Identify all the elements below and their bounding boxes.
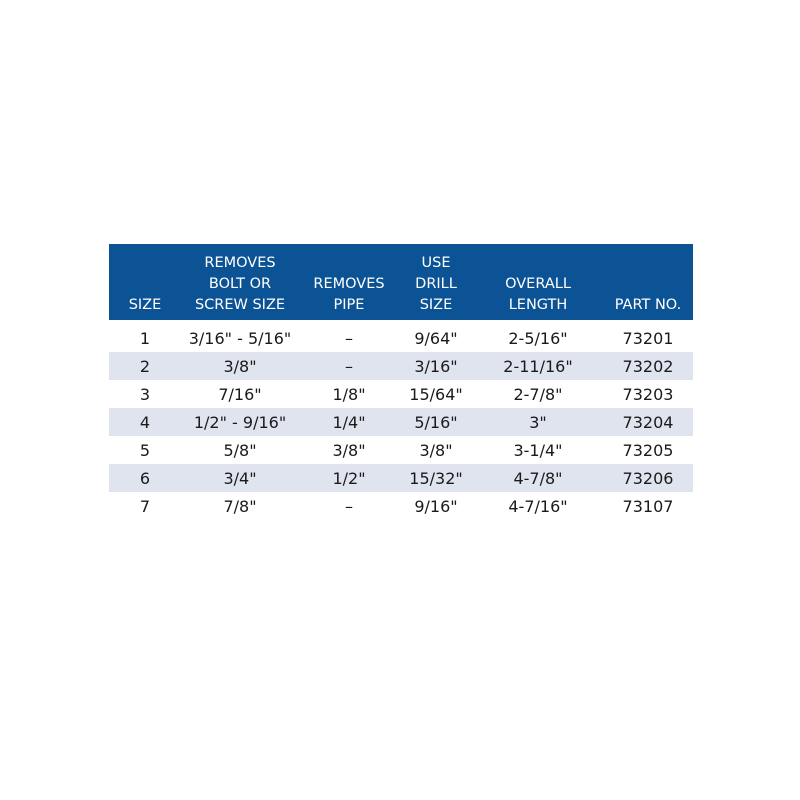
header-overall-length: OVERALL LENGTH bbox=[473, 244, 603, 320]
cell-size: 2 bbox=[109, 352, 181, 380]
cell-size: 1 bbox=[139, 328, 151, 348]
cell-overall-length: 2-5/16" bbox=[508, 328, 568, 348]
table-row bbox=[109, 380, 693, 408]
cell-bolt-size: 3/4" bbox=[181, 464, 299, 492]
cell-drill-size: 9/64" bbox=[414, 328, 458, 348]
header-removes-bolt-or-screw-size: REMOVES BOLT OR SCREW SIZE bbox=[181, 244, 299, 320]
table-row bbox=[109, 320, 693, 352]
cell-size: 3 bbox=[139, 384, 151, 404]
cell-overall-length: 2-7/8" bbox=[513, 384, 563, 404]
cell-size: 7 bbox=[139, 496, 151, 516]
cell-pipe: – bbox=[299, 352, 399, 380]
header-removes-pipe: REMOVES PIPE bbox=[299, 244, 399, 320]
cell-pipe: 1/4" bbox=[299, 408, 399, 436]
cell-overall-length: 4-7/16" bbox=[508, 496, 568, 516]
cell-pipe: 3/8" bbox=[332, 440, 366, 460]
cell-pipe: 1/8" bbox=[332, 384, 366, 404]
header-row bbox=[109, 244, 693, 320]
cell-part-no: 73205 bbox=[622, 440, 674, 460]
cell-overall-length: 2-11/16" bbox=[473, 352, 603, 380]
cell-part-no: 73202 bbox=[603, 352, 693, 380]
cell-drill-size: 3/16" bbox=[399, 352, 473, 380]
cell-bolt-size: 5/8" bbox=[223, 440, 257, 460]
table-body bbox=[109, 320, 693, 520]
cell-drill-size: 15/32" bbox=[399, 464, 473, 492]
cell-drill-size: 5/16" bbox=[399, 408, 473, 436]
cell-drill-size: 15/64" bbox=[409, 384, 463, 404]
cell-bolt-size: 7/8" bbox=[223, 496, 257, 516]
table-header bbox=[109, 244, 693, 320]
cell-bolt-size: 7/16" bbox=[218, 384, 262, 404]
cell-part-no: 73203 bbox=[622, 384, 674, 404]
cell-overall-length: 3" bbox=[473, 408, 603, 436]
table-row bbox=[109, 352, 693, 380]
header-use-drill-size: USE DRILL SIZE bbox=[399, 244, 473, 320]
table-row bbox=[109, 436, 693, 464]
cell-overall-length: 4-7/8" bbox=[473, 464, 603, 492]
cell-bolt-size: 3/16" - 5/16" bbox=[188, 328, 292, 348]
cell-pipe: – bbox=[345, 496, 353, 516]
cell-size: 6 bbox=[109, 464, 181, 492]
cell-bolt-size: 1/2" - 9/16" bbox=[181, 408, 299, 436]
cell-size: 5 bbox=[139, 440, 151, 460]
cell-bolt-size: 3/8" bbox=[181, 352, 299, 380]
cell-part-no: 73206 bbox=[603, 464, 693, 492]
cell-drill-size: 3/8" bbox=[419, 440, 453, 460]
table-row bbox=[109, 464, 693, 492]
cell-overall-length: 3-1/4" bbox=[513, 440, 563, 460]
spec-table bbox=[109, 244, 693, 520]
header-size: SIZE bbox=[109, 244, 181, 320]
cell-size: 4 bbox=[109, 408, 181, 436]
cell-part-no: 73204 bbox=[603, 408, 693, 436]
table-row bbox=[109, 408, 693, 436]
cell-part-no: 73107 bbox=[622, 496, 674, 516]
cell-pipe: – bbox=[345, 328, 353, 348]
cell-part-no: 73201 bbox=[622, 328, 674, 348]
header-part-no: PART NO. bbox=[603, 244, 693, 320]
cell-drill-size: 9/16" bbox=[414, 496, 458, 516]
table-row bbox=[109, 492, 693, 520]
cell-pipe: 1/2" bbox=[299, 464, 399, 492]
